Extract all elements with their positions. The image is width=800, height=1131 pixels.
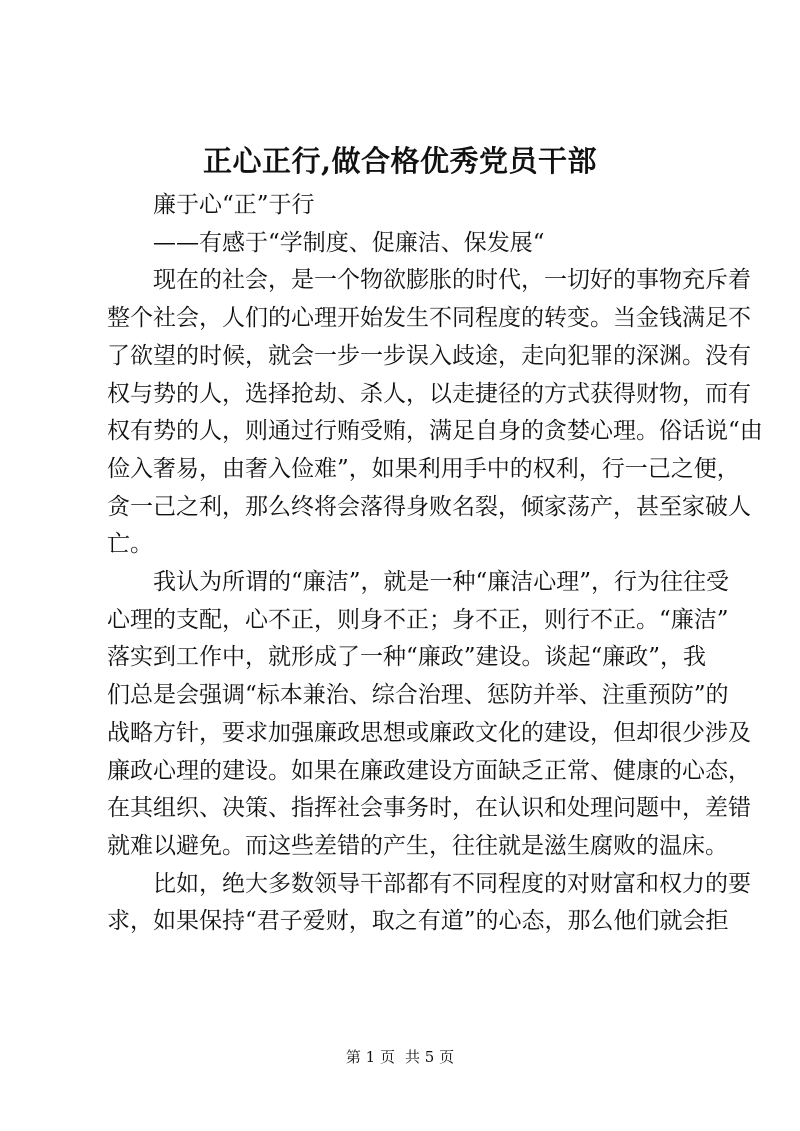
text-line: 贪一己之利，那么终将会落得身败名裂，倾家荡产，甚至家破人 (107, 493, 751, 520)
subtitle-line: ——有感于“学制度、促廉洁、保发展“ (153, 229, 545, 256)
page-number-current: 第 1 页 (345, 1048, 395, 1066)
text-line: 权与势的人，选择抢劫、杀人，以走捷径的方式获得财物，而有 (107, 380, 751, 407)
text-line: 心理的支配，心不正，则身不正；身不正，则行不正。“廉洁” (107, 606, 729, 633)
text-line: 落实到工作中，就形成了一种“廉政”建设。谈起“廉政”，我 (107, 644, 707, 671)
text-line: 战略方针，要求加强廉政思想或廉政文化的建设，但却很少涉及 (107, 719, 751, 746)
subtitle-line: 廉于心“正”于行 (153, 192, 315, 218)
text-line: 亡。 (107, 531, 153, 558)
text-line: 就难以避免。而这些差错的产生，往往就是滋生腐败的温床。 (107, 832, 728, 859)
text-line: 权有势的人，则通过行贿受贿，满足自身的贪婪心理。俗话说“由 (107, 418, 763, 445)
text-line: 了欲望的时候，就会一步一步误入歧途，走向犯罪的深渊。没有 (107, 342, 751, 369)
text-line: 俭入奢易，由奢入俭难”，如果利用手中的权利，行一己之便， (107, 455, 740, 482)
text-line: 现在的社会，是一个物欲膨胀的时代，一切好的事物充斥着 (153, 267, 751, 294)
text-line: 廉政心理的建设。如果在廉政建设方面缺乏正常、健康的心态， (107, 757, 751, 784)
document-title: 正心正行,做合格优秀党员干部 (202, 144, 598, 178)
text-line: 在其组织、决策、指挥社会事务时，在认识和处理问题中，差错 (107, 795, 751, 822)
text-line: 比如，绝大多数领导干部都有不同程度的对财富和权力的要 (153, 870, 751, 897)
paragraph-2 (107, 564, 751, 866)
page-number-total: 共 5 页 (405, 1048, 455, 1066)
document-body (107, 187, 763, 941)
text-line: 求，如果保持“君子爱财，取之有道”的心态，那么他们就会拒 (107, 908, 729, 935)
text-line: 们总是会强调“标本兼治、综合治理、惩防并举、注重预防”的 (107, 682, 729, 709)
paragraph-1 (107, 262, 763, 564)
text-line: 整个社会，人们的心理开始发生不同程度的转变。当金钱满足不 (107, 305, 751, 332)
page-footer (0, 1047, 800, 1067)
text-line: 我认为所谓的“廉洁”，就是一种“廉洁心理”，行为往往受 (153, 569, 730, 596)
paragraph-3 (107, 866, 751, 941)
